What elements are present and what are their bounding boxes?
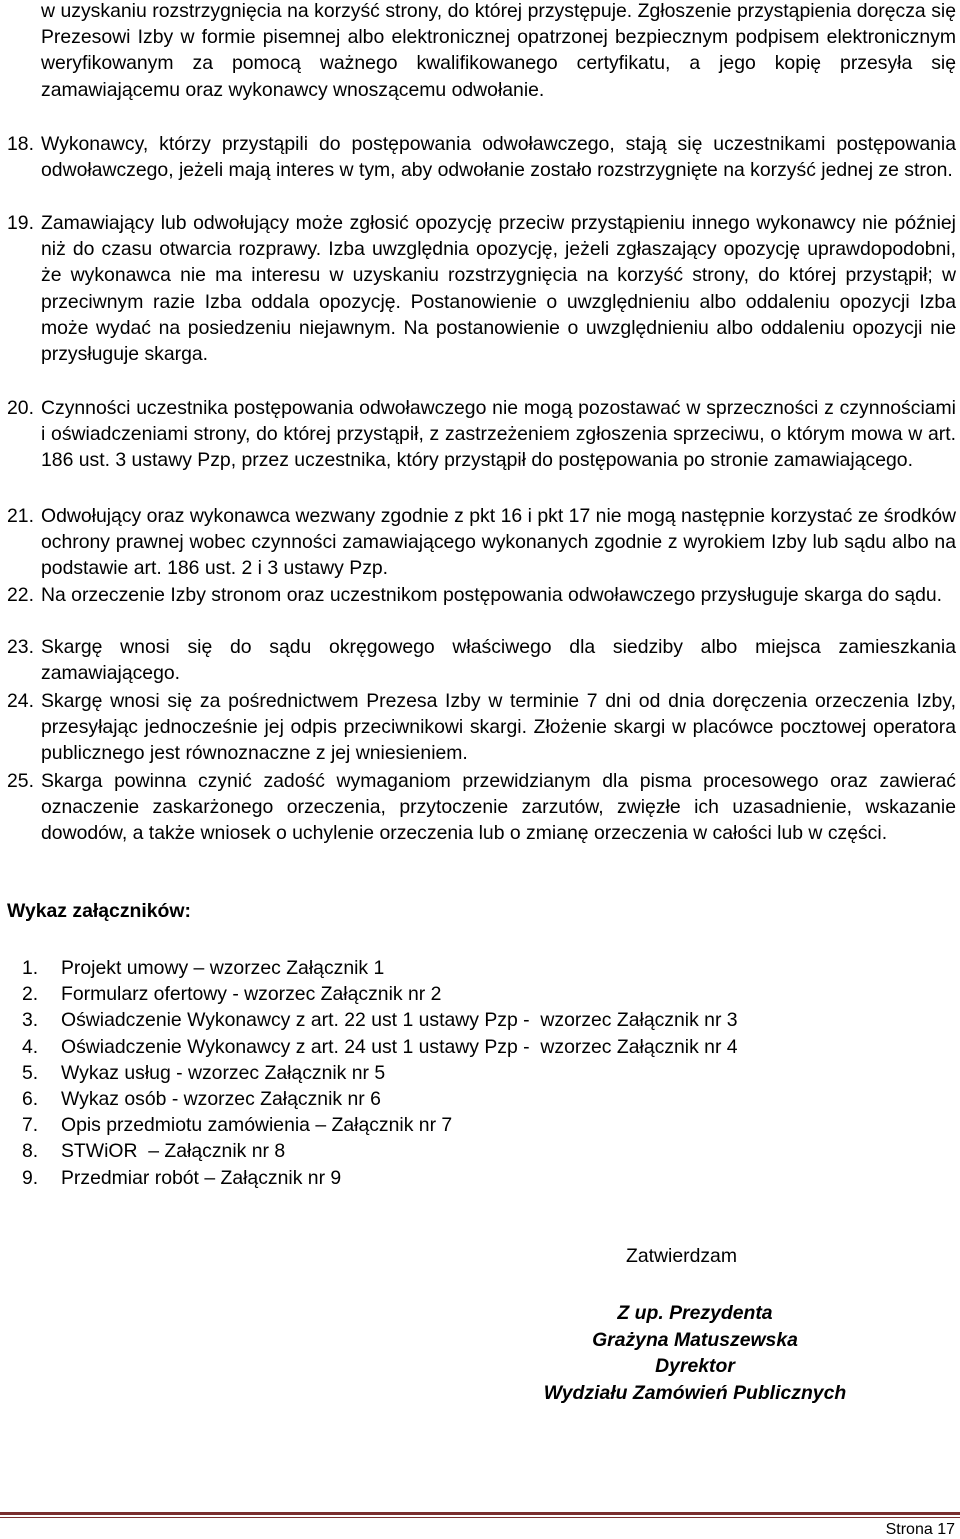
approval-label: Zatwierdzam <box>626 1245 737 1267</box>
list-item: 4. Oświadczenie Wykonawcy z art. 24 ust 1 ustawy Pzp - wzorzec Załącznik nr 4 <box>22 1035 738 1058</box>
list-item: 2. Formularz ofertowy - wzorzec Załącznik nr 2 <box>22 983 442 1006</box>
clause-number: 25. <box>7 770 34 792</box>
list-item: 7. Opis przedmiotu zamówienia – Załącznik nr 7 <box>22 1114 453 1137</box>
intro-paragraph: w uzyskaniu rozstrzygnięcia na korzyść strony, do której przystępuje. Zgłoszenie przystąpienia doręcza się Prezesowi Izby w formie pisemnej albo elektronicznej opatrzonej bezpiecznym podpisem elektronicznym weryfikowanym za pomocą ważnego kwalifikowanego certyfikatu, a jego kopię przesyła się zamawiającemu oraz wykonawcy wnoszącemu odwołanie. <box>41 0 956 101</box>
clause-text: Zamawiający lub odwołujący może zgłosić opozycję przeciw przystąpieniu innego wykonawcy nie później niż do czasu otwarcia rozprawy. Izba uwzględnia opozycję, jeżeli zgłaszający opozycję uprawdopodobni, że wykonawca nie ma interesu w uzyskaniu rozstrzygnięcia na korzyść strony, do której przystąpił; w przeciwnym razie Izba oddala opozycję. Postanowienie o uwzględnieniu albo oddaleniu opozycji Izba może wydać na posiedzeniu niejawnym. Na postanowienie o uwzględnieniu albo oddaleniu opozycji nie przysługuje skarga. <box>41 212 956 366</box>
attachment-label: Opis przedmiotu zamówienia – Załącznik nr 7 <box>61 1114 453 1137</box>
attachment-label: STWiOR – Załącznik nr 8 <box>61 1140 286 1163</box>
attachment-label: Oświadczenie Wykonawcy z art. 22 ust 1 ustawy Pzp - wzorzec Załącznik nr 3 <box>61 1009 738 1032</box>
attachment-label: Wykaz usług - wzorzec Załącznik nr 5 <box>61 1061 386 1084</box>
attachment-label: Formularz ofertowy - wzorzec Załącznik nr 2 <box>61 983 442 1006</box>
clause-23 <box>7 634 956 686</box>
clause-text: Skargę wnosi się do sądu okręgowego właściwego dla siedziby albo miejsca zamieszkania zamawiającego. <box>41 636 956 685</box>
signatory-name: Grażyna Matuszewska <box>592 1328 798 1351</box>
list-item: 5. Wykaz usług - wzorzec Załącznik nr 5 <box>22 1061 386 1084</box>
clause-number: 19. <box>7 212 34 234</box>
list-item: 8. STWiOR – Załącznik nr 8 <box>22 1140 286 1163</box>
clause-text: Skarga powinna czynić zadość wymaganiom przewidzianym dla pisma procesowego oraz zawierać oznaczenie zaskarżonego orzeczenia, przytoczenie zarzutów, zwięzłe ich uzasadnienie, wskazanie dowodów, a także wniosek o uchylenie orzeczenia lub o zmianę orzeczenia w całości lub w części. <box>41 770 956 845</box>
clause-24 <box>7 688 956 767</box>
clause-19 <box>7 210 956 367</box>
clause-text: Odwołujący oraz wykonawca wezwany zgodnie z pkt 16 i pkt 17 nie mogą następnie korzystać ze środków ochrony prawnej wobec czynności zamawiającego wykonanych zgodnie z wyrokiem Izby lub sądu albo na podstawie art. 186 ust. 2 i 3 ustawy Pzp. <box>41 505 956 580</box>
clause-number: 21. <box>7 505 34 527</box>
footer-divider-thin <box>0 1517 960 1518</box>
attachments-list <box>22 955 738 1191</box>
clause-number: 24. <box>7 690 34 712</box>
clause-number: 23. <box>7 636 34 658</box>
clause-text: Czynności uczestnika postępowania odwoławczego nie mogą pozostawać w sprzeczności z czynnościami i oświadczeniami strony, do której przystąpił, z zastrzeżeniem zgłoszenia sprzeciwu, o którym mowa w art. 186 ust. 3 ustawy Pzp, przez uczestnika, który przystąpił do postępowania po stronie zamawiającego. <box>41 397 956 472</box>
clause-21 <box>7 503 956 582</box>
list-item: 3. Oświadczenie Wykonawcy z art. 22 ust 1 ustawy Pzp - wzorzec Załącznik nr 3 <box>22 1009 738 1032</box>
clause-number: 20. <box>7 397 34 419</box>
clause-text: Na orzeczenie Izby stronom oraz uczestnikom postępowania odwoławczego przysługuje skarga do sądu. <box>41 584 943 606</box>
attachment-label: Projekt umowy – wzorzec Załącznik 1 <box>61 957 385 979</box>
signatory-department: Wydziału Zamówień Publicznych <box>543 1381 847 1404</box>
page-number: Strona 17 <box>885 1521 955 1538</box>
clause-text: Skargę wnosi się za pośrednictwem Prezesa Izby w terminie 7 dni od dnia doręczenia orzeczenia Izby, przesyłając jednocześnie jej odpis przeciwnikowi skargi. Złożenie skargi w placówce pocztowej operatora publicznego jest równoznaczne z jej wniesieniem. <box>41 690 956 765</box>
clause-22 <box>7 582 956 608</box>
attachment-label: Wykaz osób - wzorzec Załącznik nr 6 <box>61 1088 381 1111</box>
clause-number: 22. <box>7 584 34 606</box>
signatory-title: Dyrektor <box>655 1355 735 1377</box>
clause-18 <box>7 131 956 183</box>
attachment-label: Oświadczenie Wykonawcy z art. 24 ust 1 ustawy Pzp - wzorzec Załącznik nr 4 <box>61 1035 738 1058</box>
clause-20 <box>7 395 956 474</box>
clause-number: 18. <box>7 133 34 155</box>
signature-line: Z up. Prezydenta <box>617 1302 773 1324</box>
list-item: 9. Przedmiar robót – Załącznik nr 9 <box>22 1166 342 1189</box>
attachment-label: Przedmiar robót – Załącznik nr 9 <box>61 1166 342 1189</box>
list-item: 6. Wykaz osób - wzorzec Załącznik nr 6 <box>22 1088 381 1111</box>
footer-divider <box>0 1512 960 1515</box>
clause-25 <box>7 768 956 847</box>
list-item: 1. Projekt umowy – wzorzec Załącznik 1 <box>22 957 385 979</box>
clause-text: Wykonawcy, którzy przystąpili do postępowania odwoławczego, stają się uczestnikami postępowania odwoławczego, jeżeli mają interes w tym, aby odwołanie zostało rozstrzygnięte na korzyść jednej ze stron. <box>41 133 956 182</box>
attachments-title: Wykaz załączników: <box>7 900 191 922</box>
signature-block <box>500 1300 890 1406</box>
